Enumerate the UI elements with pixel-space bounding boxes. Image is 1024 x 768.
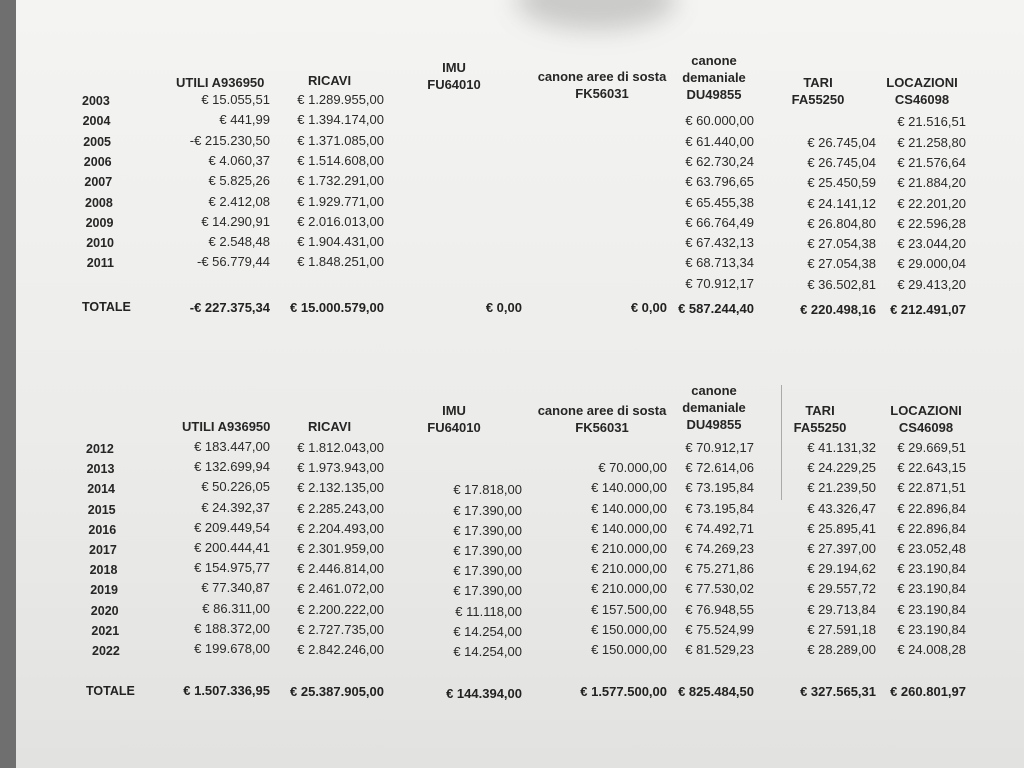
aree-cell: € 140.000,00 [591, 520, 667, 536]
loc-cell: € 22.896,84 [897, 520, 966, 536]
dem-cell: € 75.524,99 [685, 621, 754, 637]
utili-cell: € 209.449,54 [194, 519, 270, 535]
header-locazioni: LOCAZIONI CS46098 [890, 403, 962, 435]
paper-sheet [16, 0, 1024, 768]
year-cell: 2011 [86, 256, 114, 271]
utili-cell: € 86.311,00 [202, 600, 270, 616]
aree-cell: € 70.000,00 [598, 460, 667, 476]
imu-cell: € 11.118,00 [455, 603, 522, 619]
imu-cell: € 17.390,00 [453, 522, 522, 538]
total-tari: € 327.565,31 [800, 684, 876, 699]
total-utili: -€ 227.375,34 [189, 300, 270, 315]
loc-cell: € 21.884,20 [897, 175, 966, 191]
ricavi-cell: € 1.732.291,00 [297, 173, 384, 189]
header-canone-demaniale: canone demaniale DU49855 [682, 53, 746, 102]
loc-cell: € 21.258,80 [897, 134, 966, 150]
utili-cell: € 441,99 [219, 112, 270, 128]
utili-cell: € 154.975,77 [194, 560, 270, 576]
aree-cell: € 140.000,00 [591, 500, 667, 516]
header-utili: UTILI A936950 [176, 75, 265, 90]
loc-cell: € 29.413,20 [897, 276, 966, 292]
dem-cell: € 66.764,49 [685, 214, 754, 230]
ricavi-cell: € 2.446.814,00 [297, 561, 384, 577]
tari-cell: € 36.502,81 [807, 276, 876, 292]
year-cell: 2012 [86, 442, 114, 456]
ricavi-cell: € 1.289.955,00 [297, 92, 384, 107]
imu-cell: € 14.254,00 [453, 623, 522, 639]
utili-cell: € 50.226,05 [201, 479, 270, 495]
tari-cell: € 26.745,04 [807, 154, 876, 170]
header-imu: IMU FU64010 [427, 60, 481, 92]
tari-cell: € 41.131,32 [807, 440, 876, 455]
imu-cell: € 17.390,00 [453, 583, 522, 599]
ricavi-cell: € 1.929.771,00 [297, 193, 384, 209]
ricavi-cell: € 2.727.735,00 [297, 621, 384, 637]
total-aree: € 0,00 [630, 300, 667, 315]
ricavi-cell: € 2.301.959,00 [297, 541, 384, 556]
tari-cell: € 27.054,38 [807, 256, 876, 272]
tari-cell: € 21.239,50 [807, 480, 876, 496]
dem-cell: € 76.948,55 [685, 601, 754, 617]
header-tari: TARI FA55250 [791, 75, 845, 107]
header-canone-aree: canone aree di sosta FK56031 [537, 403, 667, 435]
total-dem: € 587.244,40 [678, 301, 754, 316]
utili-cell: € 14.290,91 [201, 213, 270, 229]
tari-cell: € 25.895,41 [807, 520, 876, 536]
dem-cell: € 67.432,13 [685, 235, 754, 251]
total-loc: € 260.801,97 [890, 684, 966, 699]
loc-cell: € 22.871,51 [897, 480, 966, 496]
tari-cell: € 25.450,59 [807, 175, 876, 191]
total-ricavi: € 15.000.579,00 [290, 300, 384, 315]
tari-cell: € 26.804,80 [807, 215, 876, 231]
year-cell: 2016 [88, 522, 117, 537]
loc-cell: € 23.190,84 [897, 621, 966, 637]
loc-cell: € 29.669,51 [897, 440, 966, 455]
year-cell: 2006 [83, 154, 112, 169]
imu-cell: € 17.818,00 [453, 482, 522, 498]
imu-cell: € 14.254,00 [453, 644, 522, 659]
utili-cell: € 4.060,37 [208, 152, 270, 168]
year-cell: 2009 [85, 215, 114, 230]
ricavi-cell: € 2.285.243,00 [297, 500, 384, 516]
header-ricavi: RICAVI [308, 419, 352, 434]
utili-cell: -€ 215.230,50 [189, 132, 270, 148]
dem-cell: € 75.271,86 [685, 561, 754, 577]
tari-cell: € 26.745,04 [807, 134, 876, 150]
loc-cell: € 22.201,20 [897, 195, 966, 211]
aree-cell: € 157.500,00 [591, 601, 667, 617]
dem-cell: € 68.713,34 [685, 255, 754, 271]
tari-cell: € 43.326,47 [807, 500, 876, 516]
tari-cell: € 24.229,25 [807, 460, 876, 476]
header-locazioni: LOCAZIONI CS46098 [886, 75, 958, 107]
dem-cell: € 65.455,38 [685, 194, 754, 210]
header-canone-aree: canone aree di sosta FK56031 [537, 69, 667, 101]
loc-cell: € 23.044,20 [897, 236, 966, 252]
dem-cell: € 72.614,06 [685, 460, 754, 476]
aree-cell: € 150.000,00 [591, 642, 667, 657]
dem-cell: € 62.730,24 [685, 153, 754, 169]
ricavi-cell: € 1.904.431,00 [297, 234, 384, 250]
loc-cell: € 22.643,15 [897, 460, 966, 476]
utili-cell: € 188.372,00 [194, 620, 270, 636]
loc-cell: € 24.008,28 [897, 642, 966, 657]
tari-cell: € 28.289,00 [807, 642, 876, 657]
total-dem: € 825.484,50 [678, 684, 754, 699]
loc-cell: € 21.576,64 [897, 154, 966, 170]
loc-cell: € 22.596,28 [897, 215, 966, 231]
dem-cell: € 81.529,23 [685, 642, 754, 657]
aree-cell: € 210.000,00 [591, 541, 667, 556]
year-cell: 2014 [87, 482, 115, 497]
loc-cell: € 23.190,84 [897, 561, 966, 577]
ricavi-cell: € 1.371.085,00 [297, 132, 384, 148]
tari-cell: € 24.141,12 [807, 195, 876, 211]
year-cell: 2010 [86, 236, 114, 251]
aree-cell: € 210.000,00 [591, 581, 667, 597]
year-cell: 2017 [89, 543, 117, 557]
loc-cell: € 21.516,51 [897, 114, 966, 130]
loc-cell: € 22.896,84 [897, 500, 966, 516]
utili-cell: € 132.699,94 [194, 459, 270, 475]
header-ricavi: RICAVI [308, 73, 352, 88]
total-imu: € 144.394,00 [446, 686, 522, 701]
ricavi-cell: € 1.812.043,00 [297, 440, 384, 455]
utili-cell: € 2.412,08 [208, 193, 270, 209]
utili-cell: -€ 56.779,44 [196, 254, 270, 270]
tari-cell: € 27.054,38 [807, 236, 876, 252]
utili-cell: € 200.444,41 [194, 540, 270, 555]
ricavi-cell: € 2.842.246,00 [297, 642, 384, 657]
tari-cell: € 27.397,00 [807, 541, 876, 556]
utili-cell: € 2.548,48 [208, 234, 270, 250]
ricavi-cell: € 1.973.943,00 [297, 460, 384, 476]
utili-cell: € 77.340,87 [201, 580, 270, 596]
dem-cell: € 70.912,17 [685, 275, 754, 291]
year-cell: 2022 [92, 644, 120, 658]
tari-cell: € 27.591,18 [807, 621, 876, 637]
imu-cell: € 17.390,00 [453, 563, 522, 579]
tari-cell: € 29.557,72 [807, 581, 876, 597]
year-cell: 2008 [85, 195, 113, 210]
tari-cell: € 29.194,62 [807, 561, 876, 577]
year-cell: 2019 [90, 583, 118, 598]
dem-cell: € 63.796,65 [685, 174, 754, 190]
dem-cell: € 73.195,84 [685, 500, 754, 516]
year-cell: 2020 [90, 603, 119, 618]
imu-cell: € 17.390,00 [453, 502, 522, 518]
dem-cell: € 61.440,00 [685, 133, 754, 149]
total-tari: € 220.498,16 [800, 302, 876, 317]
ricavi-cell: € 2.204.493,00 [297, 520, 384, 536]
total-aree: € 1.577.500,00 [580, 684, 667, 699]
year-cell: 2018 [89, 563, 118, 578]
utili-cell: € 183.447,00 [194, 439, 270, 454]
tari-cell: € 29.713,84 [807, 601, 876, 617]
header-utili: UTILI A936950 [182, 419, 271, 434]
aree-cell: € 210.000,00 [591, 561, 667, 577]
loc-cell: € 23.052,48 [897, 541, 966, 556]
ricavi-cell: € 1.514.608,00 [297, 152, 384, 168]
header-tari: TARI FA55250 [793, 403, 847, 435]
dem-cell: € 60.000,00 [685, 113, 754, 129]
year-cell: 2004 [82, 114, 111, 129]
dem-cell: € 70.912,17 [685, 440, 754, 455]
year-cell: 2015 [87, 502, 116, 517]
imu-cell: € 17.390,00 [453, 543, 522, 558]
year-cell: 2007 [84, 175, 113, 190]
total-utili: € 1.507.336,95 [183, 683, 270, 698]
ricavi-cell: € 1.848.251,00 [297, 254, 384, 270]
total-ricavi: € 25.387.905,00 [290, 684, 384, 699]
ricavi-cell: € 1.394.174,00 [297, 112, 384, 128]
total-label: TOTALE [82, 300, 131, 314]
ricavi-cell: € 2.200.222,00 [297, 601, 384, 617]
year-cell: 2003 [82, 94, 110, 108]
dem-cell: € 74.492,71 [685, 520, 754, 536]
dem-cell: € 77.530,02 [685, 581, 754, 597]
dem-cell: € 73.195,84 [685, 480, 754, 496]
header-imu: IMU FU64010 [427, 403, 481, 435]
ricavi-cell: € 2.461.072,00 [297, 581, 384, 597]
utili-cell: € 5.825,26 [208, 173, 270, 189]
table-2012-2022 [16, 0, 1024, 768]
utili-cell: € 15.055,51 [201, 92, 270, 107]
aree-cell: € 150.000,00 [591, 621, 667, 637]
aree-cell: € 140.000,00 [591, 480, 667, 496]
year-cell: 2005 [83, 134, 111, 149]
year-cell: 2021 [91, 623, 120, 638]
loc-cell: € 23.190,84 [897, 581, 966, 597]
loc-cell: € 23.190,84 [897, 601, 966, 617]
ricavi-cell: € 2.016.013,00 [297, 213, 384, 229]
total-label: TOTALE [86, 684, 135, 698]
dem-cell: € 74.269,23 [685, 541, 754, 556]
loc-cell: € 29.000,04 [897, 256, 966, 272]
utili-cell: € 199.678,00 [194, 641, 270, 656]
utili-cell: € 24.392,37 [201, 499, 270, 515]
header-canone-demaniale: canone demaniale DU49855 [682, 383, 746, 432]
year-cell: 2013 [86, 462, 115, 477]
total-loc: € 212.491,07 [890, 302, 966, 317]
ricavi-cell: € 2.132.135,00 [297, 480, 384, 496]
total-imu: € 0,00 [485, 300, 522, 315]
